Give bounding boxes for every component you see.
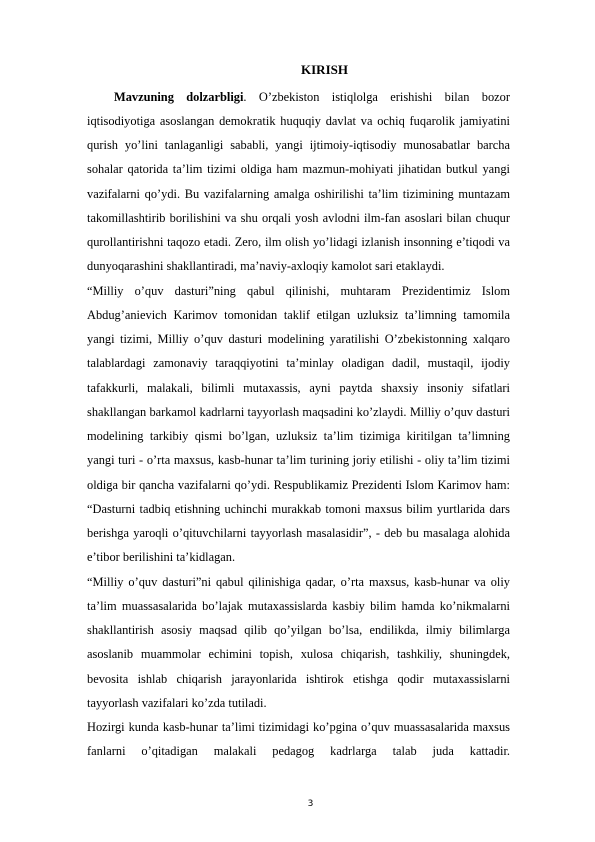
paragraph-lead: Mavzuning dolzarbligi bbox=[114, 89, 244, 104]
paragraph-relevance bbox=[87, 85, 510, 279]
paragraph-before-program: “Milliy o’quv dasturi”ni qabul qilinishiga qadar, o’rta maxsus, kasb-hunar va oliy ta’lim muassasalarida bo’lajak mutaxassislarda kasbiy bilim hamda ko’nikmalarni shakllantirish asosiy maqsad qilib qo’yilgan bo’lsa, endilikda, ilmiy bilimlarga asoslanib muammolar echimini topish, xulosa chiqarish, tashkiliy, shuningdek, bevosita ishlab chiqarish jarayonlarida ishtirok etishga qodir mutaxassislarni tayyorlash vazifalari ko’zda tutiladi. bbox=[87, 574, 510, 710]
body-text bbox=[87, 85, 510, 764]
paragraph-text: . O’zbekiston istiqlolga erishishi bilan bozor iqtisodiyotiga asoslangan demokratik huquqiy davlat va ochiq fuqarolik jamiyatini qurish yo’lini tanlaganligi sababli, yangi ijtimoiy-iqtisodiy munosabatlar barcha sohalar qatorida ta’lim tizimi oldiga ham mazmun-mohiyati jihatidan butkul yangi vazifalarni qo’ydi. Bu vazifalarning amalga oshirilishi ta’lim tizimining muntazam takomillashtirib borilishini va shu orqali yosh avlodni ilm-fan asoslari bilan chuqur qurollantirishni taqozo etadi. Zero, ilm olish yo’lidagi izlanish insonning e’tiqodi va dunyoqarashini shakllantiradi, ma’naviy-axloqiy kamolot sari etaklaydi. bbox=[87, 89, 510, 274]
section-heading: KIRISH bbox=[301, 62, 348, 77]
paragraph-national-program: “Milliy o’quv dasturi”ning qabul qilinishi, muhtaram Prezidentimiz Islom Abdug’anievich Karimov tomonidan taklif etilgan uzluksiz ta’limning tamomila yangi tizimi, Milliy o’quv dasturi modelining yaratilishi O’zbekistonning xalqaro talablardagi zamonaviy taraqqiyotini ta’minlay oladigan dadil, mustaqil, ijodiy tafakkurli, malakali, bilimli mutaxassis, ayni paytda shaxsiy insoniy sifatlari shakllangan barkamol kadrlarni tayyorlash maqsadini ko’zlaydi. Milliy o’quv dasturi modelining tarkibiy qismi bo’lgan, uzluksiz ta’lim tizimiga kiritilgan ta’limning yangi turi - o’rta maxsus, kasb-hunar ta’lim turining joriy etilishi - oliy ta’lim tizimi oldiga bir qancha vazifalarni qo’ydi. Respublikamiz Prezidenti Islom Karimov ham: “Dasturni tadbiq etishning uchinchi murakkab tomoni maxsus bilim yurtlarida dars berishga yaroqli o’qituvchilarni tayyorlash masalasidir”, - deb bu masalaga alohida e’tibor berilishini ta’kidlagan. bbox=[87, 283, 510, 565]
page-number: 3 bbox=[307, 799, 314, 809]
paragraph-current-demand: Hozirgi kunda kasb-hunar ta’limi tizimidagi ko’pgina o’quv muassasalarida maxsus fanlarni o’qitadigan malakali pedagog kadrlarga talab juda kattadir. bbox=[87, 720, 510, 759]
